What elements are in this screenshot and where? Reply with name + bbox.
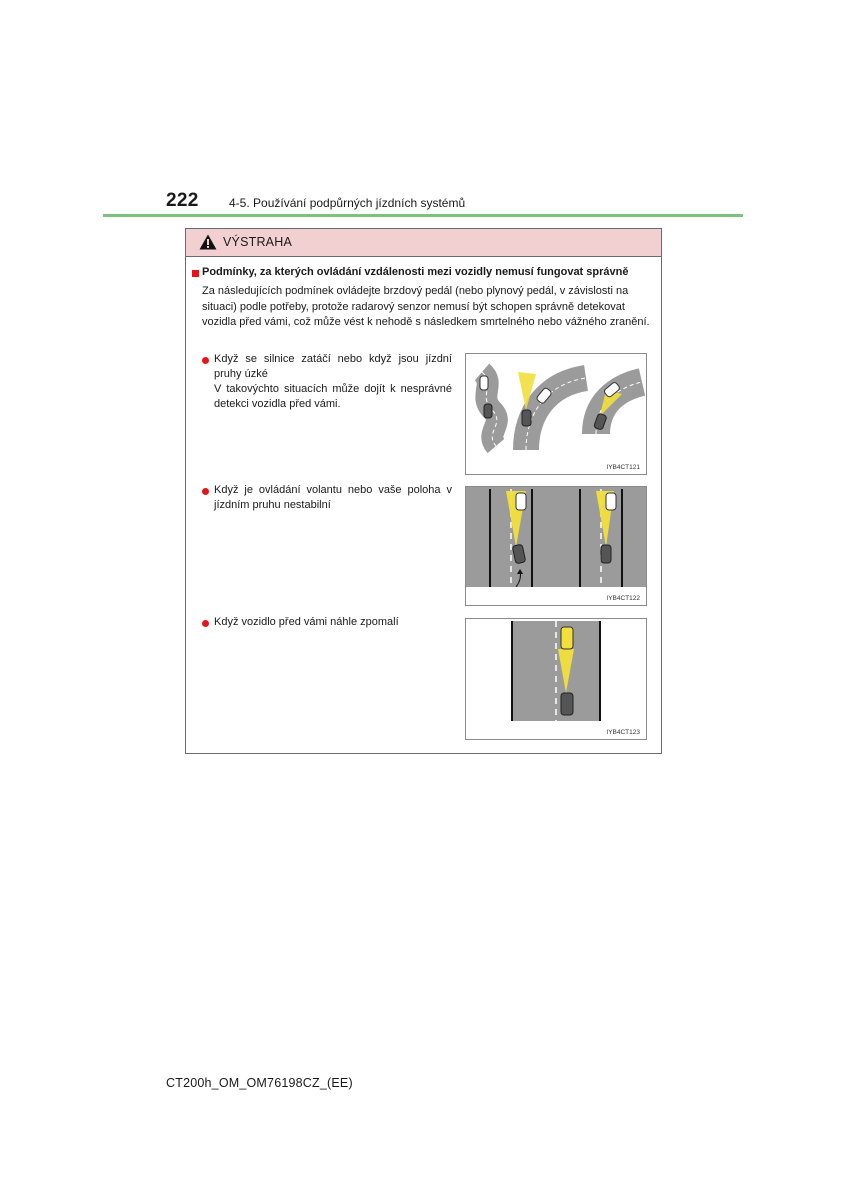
bullet-text-curve: Když se silnice zatáčí nebo když jsou jízdní pruhy úzké V takovýchto situacích může dojít k nesprávné detekci vozidla před vámi. — [214, 353, 452, 410]
header-rule — [103, 214, 743, 217]
bullet-icon — [202, 357, 209, 364]
bullet-text-steering: Když je ovládání volantu nebo vaše poloha v jízdním pruhu nestabilní — [214, 484, 452, 511]
figure-code: IYB4CT121 — [606, 464, 640, 471]
section-title: 4-5. Používání podpůrných jízdních systémů — [229, 196, 466, 210]
bullet-icon — [202, 488, 209, 495]
figure-unstable-steering — [465, 486, 647, 606]
figure-sudden-deceleration — [465, 618, 647, 740]
warning-triangle-icon — [199, 234, 217, 250]
figure-curved-road — [465, 353, 647, 475]
condition-title: Podmínky, za kterých ovládání vzdálenosti mezi vozidly nemusí fungovat správně — [202, 266, 629, 278]
bullet-icon — [202, 620, 209, 627]
warning-title: VÝSTRAHA — [223, 235, 292, 249]
warning-header — [186, 229, 661, 257]
figure-code: IYB4CT123 — [606, 729, 640, 736]
bullet-text-deceleration: Když vozidlo před vámi náhle zpomalí — [214, 616, 399, 628]
condition-paragraph: Za následujících podmínek ovládejte brzdový pedál (nebo plynový pedál, v závislosti na situaci) podle potřeby, protože radarový senzor nemusí být schopen správně detekovat vozidla před vámi, což může vést k nehodě s následkem smrtelného nebo vážného zranění. — [202, 285, 650, 328]
warning-box — [185, 228, 662, 754]
red-square-bullet-icon — [192, 270, 199, 277]
page-number: 222 — [166, 190, 199, 211]
figure-code: IYB4CT122 — [606, 595, 640, 602]
manual-code: CT200h_OM_OM76198CZ_(EE) — [166, 1076, 353, 1090]
